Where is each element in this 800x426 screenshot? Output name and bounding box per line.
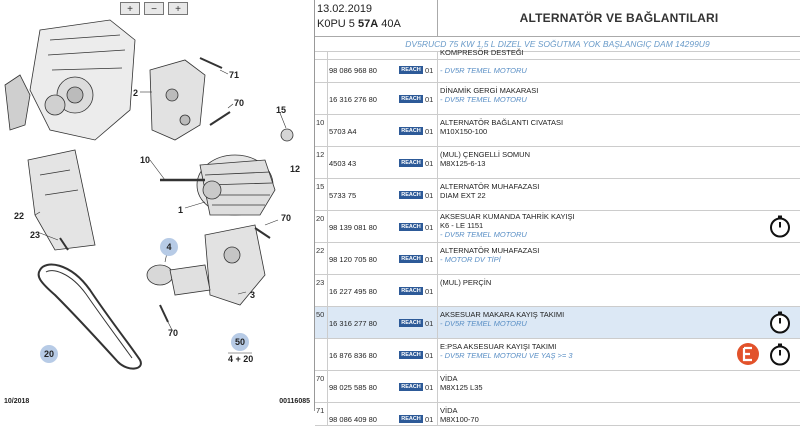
table-row[interactable] bbox=[315, 179, 800, 211]
part-note: - DV5R TEMEL MOTORU bbox=[440, 319, 527, 328]
table-row[interactable] bbox=[315, 60, 800, 83]
reach-badge: REACH bbox=[399, 66, 423, 74]
callout-15[interactable]: 15 bbox=[276, 105, 287, 115]
callout-4[interactable]: 4 bbox=[160, 238, 178, 256]
part-note: - DV5R TEMEL MOTORU bbox=[440, 66, 527, 75]
callout-50[interactable]: 50 bbox=[231, 333, 249, 351]
part-title: ALTERNATÖR MUHAFAZASI bbox=[440, 182, 540, 191]
part-qty: 01 bbox=[425, 415, 434, 424]
labor-time-icon[interactable] bbox=[768, 342, 792, 366]
reach-badge: REACH bbox=[399, 159, 423, 167]
part-number[interactable]: 16 227 495 80 bbox=[329, 287, 377, 296]
part-index: 22 bbox=[316, 246, 325, 255]
part-qty: 01 bbox=[425, 127, 434, 136]
part-number[interactable]: 4503 43 bbox=[329, 159, 357, 168]
callout-70-top[interactable]: 70 bbox=[234, 98, 245, 108]
part-title: VİDA bbox=[440, 374, 458, 383]
part-qty: 01 bbox=[425, 66, 434, 75]
catalog-date: 13.02.2019 bbox=[317, 3, 373, 15]
part-spec: K6 - LE 1151 bbox=[440, 221, 484, 230]
table-row[interactable] bbox=[315, 211, 800, 243]
part-number[interactable]: 98 120 705 80 bbox=[329, 255, 377, 264]
part-note: - DV5R TEMEL MOTORU bbox=[440, 230, 527, 239]
part-number[interactable]: 16 316 276 80 bbox=[329, 95, 377, 104]
callout-71[interactable]: 71 bbox=[229, 70, 240, 80]
diagram-date: 10/2018 bbox=[4, 398, 30, 405]
part-qty: 01 bbox=[425, 223, 434, 232]
e-service-icon[interactable] bbox=[736, 342, 760, 366]
labor-time-icon[interactable] bbox=[768, 310, 792, 334]
part-qty: 01 bbox=[425, 191, 434, 200]
callout-70-right[interactable]: 70 bbox=[281, 213, 292, 223]
callout-12[interactable]: 12 bbox=[290, 164, 301, 174]
part-qty: 01 bbox=[425, 319, 434, 328]
part-title: AKSESUAR MAKARA KAYIŞ TAKIMI bbox=[440, 310, 565, 319]
table-row[interactable] bbox=[315, 115, 800, 147]
part-spec: M8X100-70 bbox=[440, 415, 479, 424]
part-title: ALTERNATÖR MUHAFAZASI bbox=[440, 246, 540, 255]
part-index: 10 bbox=[316, 118, 325, 127]
part-index: 70 bbox=[316, 374, 325, 383]
reach-badge: REACH bbox=[399, 287, 423, 295]
callout-70-bottom[interactable]: 70 bbox=[168, 328, 179, 338]
diagram-reference: 00116085 bbox=[279, 398, 310, 405]
reach-badge: REACH bbox=[399, 127, 423, 135]
parts-diagram-panel bbox=[0, 0, 315, 411]
table-row[interactable] bbox=[315, 339, 800, 371]
table-row-selected[interactable] bbox=[315, 307, 800, 339]
table-row[interactable] bbox=[315, 48, 800, 60]
zoom-in-button[interactable]: + bbox=[120, 2, 140, 15]
callout-group-4-20: 4 + 20 bbox=[228, 354, 254, 364]
engine-subtitle: DV5RUCD 75 KW 1,5 L DIZEL VE SOĞUTMA YOK BAŞLANGIÇ DAM 14299U9 bbox=[315, 37, 800, 52]
part-note: - MOTOR DV TİPİ bbox=[440, 255, 501, 264]
labor-time-icon[interactable] bbox=[768, 214, 792, 238]
table-row[interactable] bbox=[315, 403, 800, 426]
callout-2[interactable]: 2 bbox=[133, 88, 139, 98]
parts-table bbox=[315, 48, 800, 426]
part-title: KOMPRESÖR DESTEĞI bbox=[440, 48, 524, 57]
part-qty: 01 bbox=[425, 383, 434, 392]
part-spec: M8X125-6-13 bbox=[440, 159, 486, 168]
table-row[interactable] bbox=[315, 275, 800, 307]
part-number[interactable]: 98 025 585 80 bbox=[329, 383, 377, 392]
table-row[interactable] bbox=[315, 243, 800, 275]
part-qty: 01 bbox=[425, 255, 434, 264]
part-number[interactable]: 5703 A4 bbox=[329, 127, 357, 136]
part-spec: M10X150-100 bbox=[440, 127, 488, 136]
callout-23[interactable]: 23 bbox=[30, 230, 41, 240]
zoom-fit-button[interactable]: + bbox=[168, 2, 188, 15]
part-title: (MUL) ÇENGELLİ SOMUN bbox=[440, 150, 531, 159]
part-index: 12 bbox=[316, 150, 325, 159]
table-row[interactable] bbox=[315, 83, 800, 115]
part-title: (MUL) PERÇİN bbox=[440, 278, 492, 287]
part-number[interactable]: 16 316 277 80 bbox=[329, 319, 377, 328]
part-note: - DV5R TEMEL MOTORU VE YAŞ >= 3 bbox=[440, 351, 573, 360]
reach-badge: REACH bbox=[399, 319, 423, 327]
part-title: AKSESUAR KUMANDA TAHRİK KAYIŞI bbox=[440, 212, 575, 221]
page-title: ALTERNATÖR VE BAĞLANTILARI bbox=[437, 0, 800, 36]
reach-badge: REACH bbox=[399, 95, 423, 103]
callout-20[interactable]: 20 bbox=[40, 345, 58, 363]
part-index: 71 bbox=[316, 406, 325, 415]
reach-badge: REACH bbox=[399, 223, 423, 231]
reach-badge: REACH bbox=[399, 191, 423, 199]
callout-22[interactable]: 22 bbox=[14, 211, 25, 221]
reach-badge: REACH bbox=[399, 255, 423, 263]
part-spec: DIAM EXT 22 bbox=[440, 191, 486, 200]
part-index: 15 bbox=[316, 182, 325, 191]
part-index: 23 bbox=[316, 278, 325, 287]
callout-10[interactable]: 10 bbox=[140, 155, 151, 165]
part-qty: 01 bbox=[425, 95, 434, 104]
part-number[interactable]: 98 139 081 80 bbox=[329, 223, 377, 232]
part-spec: M8X125 L35 bbox=[440, 383, 483, 392]
part-title: DİNAMİK GERGİ MAKARASI bbox=[440, 86, 539, 95]
parts-header bbox=[315, 0, 800, 37]
table-row[interactable] bbox=[315, 147, 800, 179]
part-index: 20 bbox=[316, 214, 325, 223]
part-qty: 01 bbox=[425, 287, 434, 296]
vehicle-code: K0PU 5 57A 40A bbox=[317, 18, 401, 30]
part-index: 50 bbox=[316, 310, 325, 319]
part-note: - DV5R TEMEL MOTORU bbox=[440, 95, 527, 104]
reach-badge: REACH bbox=[399, 383, 423, 391]
parts-list-panel bbox=[315, 0, 800, 424]
part-title: E:PSA AKSESUAR KAYIŞI TAKIMI bbox=[440, 342, 557, 351]
part-title: ALTERNATÖR BAĞLANTI CIVATASI bbox=[440, 118, 564, 127]
zoom-out-button[interactable]: − bbox=[144, 2, 164, 15]
part-qty: 01 bbox=[425, 351, 434, 360]
callout-3[interactable]: 3 bbox=[250, 290, 256, 300]
callout-1[interactable]: 1 bbox=[178, 205, 184, 215]
part-title: VİDA bbox=[440, 406, 458, 415]
reach-badge: REACH bbox=[399, 415, 423, 423]
reach-badge: REACH bbox=[399, 351, 423, 359]
part-number[interactable]: 16 876 836 80 bbox=[329, 351, 377, 360]
part-number[interactable]: 5733 75 bbox=[329, 191, 357, 200]
table-row[interactable] bbox=[315, 371, 800, 403]
part-number[interactable]: 98 086 409 80 bbox=[329, 415, 377, 424]
part-number[interactable]: 98 086 968 80 bbox=[329, 66, 377, 75]
part-qty: 01 bbox=[425, 159, 434, 168]
